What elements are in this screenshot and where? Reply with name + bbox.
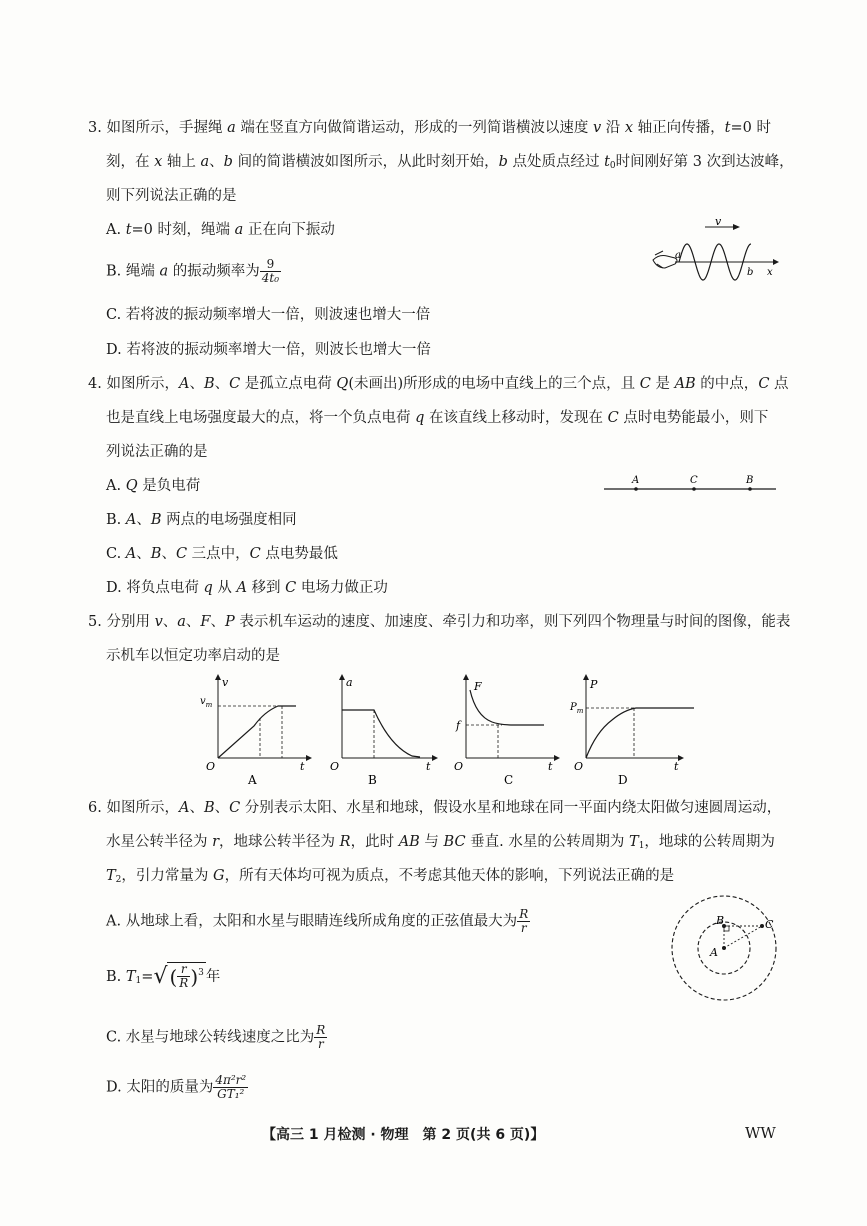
q5-graph-b bbox=[324, 676, 439, 786]
svg-text:F: F bbox=[474, 680, 482, 693]
q4-stem-line2: 也是直线上电场强度最大的点，将一个负点电荷 q 在该直线上移动时，发现在 C 点时电势能最小，则下 bbox=[106, 410, 769, 426]
paper-code: WW bbox=[745, 1124, 776, 1142]
q3-stem-line2: 刻，在 x 轴上 a、b 间的简谐横波如图所示，从此时刻开始，b 点处质点经过 $t_0$时间刚好第 3 次到达波峰， bbox=[106, 154, 794, 171]
svg-text:A: A bbox=[248, 773, 257, 787]
svg-text:v: v bbox=[222, 676, 229, 689]
q6-stem-line1: 6. 如图所示，A、B、C 分别表示太阳、水星和地球，假设水星和地球在同一平面内绕太阳做匀速圆周运动， bbox=[88, 800, 782, 816]
q3-option-d: D. 若将波的振动频率增大一倍，则波长也增大一倍 bbox=[106, 342, 431, 358]
q3-stem-line1: 3. 如图所示，手握绳 a 端在竖直方向做简谐运动，形成的一列简谐横波以速度 v 沿 x 轴正向传播，t=0 时 bbox=[88, 120, 771, 136]
q6-orbit-figure bbox=[668, 890, 788, 1010]
svg-text:t: t bbox=[674, 760, 679, 773]
q6-d-fraction: $\frac{\text{4π²r²}}{\text{GT₁²}}$ bbox=[215, 1073, 247, 1101]
svg-text:C: C bbox=[765, 918, 774, 931]
svg-text:P: P bbox=[590, 678, 598, 691]
q5-graph-c bbox=[452, 676, 567, 786]
q4-option-a: A. Q 是负电荷 bbox=[106, 478, 201, 494]
svg-text:C: C bbox=[504, 773, 514, 787]
svg-text:O: O bbox=[206, 760, 216, 773]
svg-text:f: f bbox=[456, 719, 461, 732]
q4-option-b: B. A、B 两点的电场强度相同 bbox=[106, 512, 297, 528]
q5-graph-a bbox=[198, 676, 313, 786]
svg-text:A: A bbox=[632, 475, 640, 486]
q5-graph-d bbox=[568, 676, 693, 786]
q5-stem-line2: 示机车以恒定功率启动的是 bbox=[106, 648, 280, 664]
q6-option-a: A. 从地球上看，太阳和水星与眼睛连线所成角度的正弦值最大为 $\frac{R}{r}$ bbox=[106, 907, 529, 935]
q3-option-b: B. 绳端 a 的振动频率为 $\frac{9}{\text{4t₀}}$ bbox=[106, 257, 280, 285]
q6-option-c: C. 水星与地球公转线速度之比为 $\frac{R}{r}$ bbox=[106, 1023, 326, 1051]
q3-stem-line3: 则下列说法正确的是 bbox=[106, 188, 237, 204]
svg-text:B: B bbox=[368, 773, 377, 787]
svg-text:A: A bbox=[710, 946, 718, 959]
q4-option-c: C. A、B、C 三点中，C 点电势最低 bbox=[106, 546, 338, 562]
svg-text:Pm: $P_m$ bbox=[570, 702, 584, 715]
q6-stem-line3: $T_2$，引力常量为 G，所有天体均可视为质点，不考虑其他天体的影响，下列说法正确的是 bbox=[106, 868, 675, 885]
svg-text:O: O bbox=[330, 760, 340, 773]
q4-stem-line3: 列说法正确的是 bbox=[106, 444, 208, 460]
svg-text:O: O bbox=[454, 760, 464, 773]
svg-text:C: C bbox=[690, 475, 698, 486]
svg-text:t: t bbox=[548, 760, 553, 773]
q3-option-c: C. 若将波的振动频率增大一倍，则波速也增大一倍 bbox=[106, 307, 431, 323]
q3-option-a: A. t=0 时刻，绳端 a 正在向下振动 bbox=[106, 222, 335, 238]
q6-c-fraction: $\frac{R}{r}$ bbox=[316, 1023, 326, 1051]
svg-text:a: a bbox=[675, 250, 681, 261]
q5-stem-line1: 5. 分别用 v、a、F、P 表示机车运动的速度、加速度、牵引力和功率，则下列四个物理量与时间的图像，能表 bbox=[88, 614, 791, 630]
svg-text:B: B bbox=[746, 475, 754, 486]
svg-text:b: b bbox=[747, 267, 754, 278]
q6-a-fraction: $\frac{R}{r}$ bbox=[519, 907, 529, 935]
q4-option-d: D. 将负点电荷 q 从 A 移到 C 电场力做正功 bbox=[106, 580, 388, 596]
svg-text:t: t bbox=[426, 760, 431, 773]
q3-b-fraction: $\frac{9}{\text{4t₀}}$ bbox=[261, 257, 280, 285]
q6-option-b: B. $T_1=√$ ( $\frac{r}{R}$ )$^3$ 年 bbox=[106, 962, 221, 991]
svg-text:B: B bbox=[716, 914, 725, 927]
q4-stem-line1: 4. 如图所示，A、B、C 是孤立点电荷 Q(未画出)所形成的电场中直线上的三个点，且 C 是 AB 的中点，C 点 bbox=[88, 376, 789, 392]
svg-text:a: a bbox=[346, 676, 353, 689]
svg-text:O: O bbox=[574, 760, 584, 773]
svg-text:D: D bbox=[618, 773, 628, 787]
svg-text:x: x bbox=[767, 267, 773, 278]
svg-text:t: t bbox=[300, 760, 305, 773]
q6-option-d: D. 太阳的质量为 $\frac{\text{4π²r²}}{\text{GT₁²}}$ bbox=[106, 1073, 247, 1101]
svg-text:v: v bbox=[715, 215, 722, 228]
q6-stem-line2: 水星公转半径为 r，地球公转半径为 R，此时 AB 与 BC 垂直. 水星的公转周期为 $T_1$，地球的公转周期为 bbox=[106, 834, 775, 851]
svg-text:vm: $v_m$ bbox=[200, 696, 213, 709]
page-footer: 【高三 1 月检测 · 物理 第 2 页(共 6 页)】 bbox=[262, 1127, 545, 1143]
q4-line-figure bbox=[604, 472, 779, 502]
q3-wave-figure bbox=[645, 215, 785, 282]
